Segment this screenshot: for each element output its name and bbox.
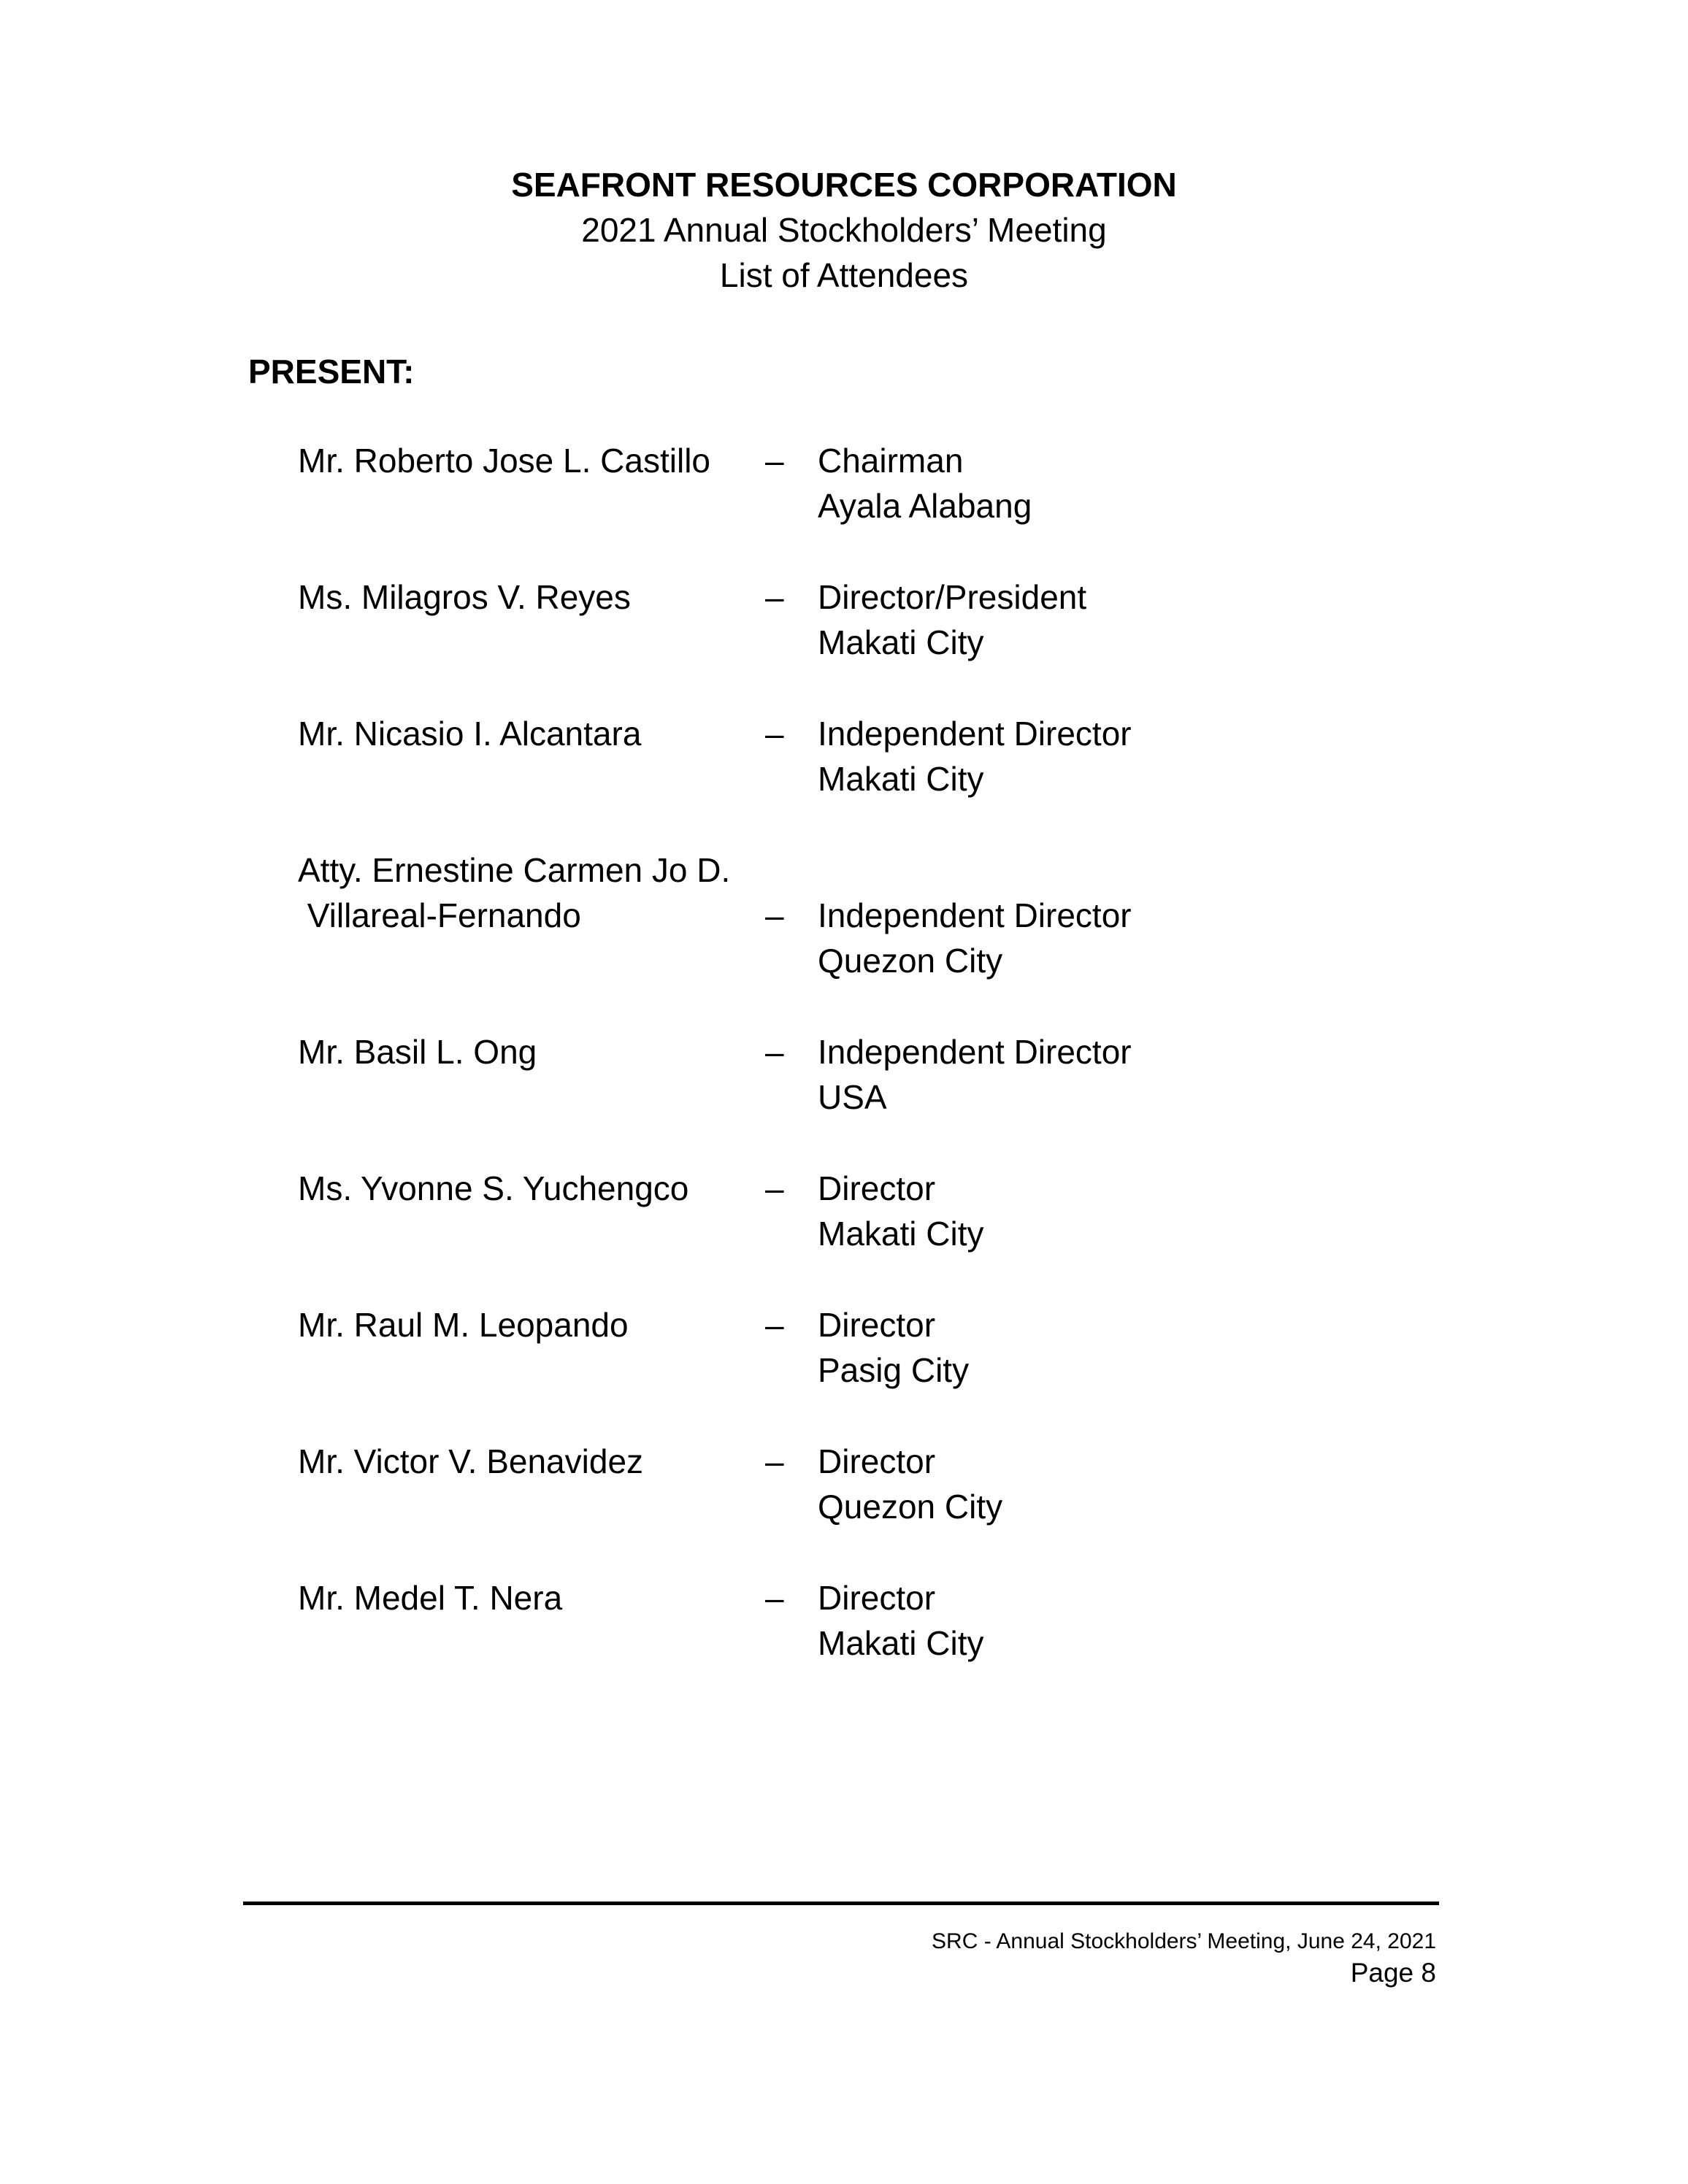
attendee-name: Mr. Medel T. Nera: [298, 1579, 563, 1617]
attendee-location: Quezon City: [818, 1488, 1003, 1526]
separator-dash: –: [765, 578, 784, 616]
attendee-entry: [298, 1029, 1466, 1120]
separator-dash: –: [765, 1579, 784, 1617]
attendee-role: Chairman: [818, 442, 964, 480]
attendee-entry: [298, 1575, 1466, 1666]
footer-divider: [243, 1902, 1439, 1905]
attendee-location: Quezon City: [818, 942, 1003, 980]
separator-dash: –: [765, 715, 784, 753]
separator-dash: –: [765, 1442, 784, 1480]
attendee-role: Director: [818, 1579, 936, 1617]
list-title: List of Attendees: [719, 256, 969, 294]
attendee-entry: [298, 574, 1466, 665]
attendee-name: Mr. Nicasio I. Alcantara: [298, 715, 642, 753]
attendee-role: Independent Director: [818, 1033, 1132, 1071]
attendee-entry: [298, 438, 1466, 528]
attendee-location: Pasig City: [818, 1351, 970, 1389]
separator-dash: –: [765, 896, 784, 934]
attendee-name: Ms. Milagros V. Reyes: [298, 578, 631, 616]
page-footer: [932, 1927, 1436, 1990]
attendee-name-line2: Villareal-Fernando: [298, 896, 581, 934]
attendee-name: Mr. Roberto Jose L. Castillo: [298, 442, 711, 480]
attendee-role: Independent Director: [818, 896, 1132, 934]
separator-dash: –: [765, 1306, 784, 1344]
attendee-name: Mr. Victor V. Benavidez: [298, 1442, 644, 1480]
attendee-list: [298, 438, 1466, 1712]
present-heading: PRESENT:: [248, 353, 415, 391]
attendee-location: Makati City: [818, 1215, 984, 1253]
attendee-location: Makati City: [818, 1624, 984, 1662]
attendee-role: Director: [818, 1442, 936, 1480]
attendee-entry: [298, 711, 1466, 801]
page-number: Page 8: [1350, 1958, 1436, 1988]
attendee-entry: [298, 1166, 1466, 1256]
meeting-title: 2021 Annual Stockholders’ Meeting: [581, 211, 1107, 249]
document-title-block: [0, 162, 1688, 298]
attendee-entry: [298, 1439, 1466, 1529]
attendee-entry: [298, 847, 1466, 983]
attendee-location: Ayala Alabang: [818, 487, 1032, 525]
attendee-role: Director: [818, 1169, 936, 1207]
attendee-name: [298, 847, 765, 938]
attendee-location: Makati City: [818, 623, 984, 661]
attendee-name-line1: Atty. Ernestine Carmen Jo D.: [298, 851, 731, 889]
footer-meeting-reference: SRC - Annual Stockholders’ Meeting, June 24, 2021: [932, 1929, 1436, 1953]
attendee-name: Mr. Raul M. Leopando: [298, 1306, 629, 1344]
attendee-name: Ms. Yvonne S. Yuchengco: [298, 1169, 689, 1207]
separator-dash: –: [765, 1169, 784, 1207]
attendee-role: Director/President: [818, 578, 1087, 616]
attendee-name: Mr. Basil L. Ong: [298, 1033, 537, 1071]
attendee-location: Makati City: [818, 760, 984, 798]
attendee-location: USA: [818, 1078, 887, 1116]
attendee-role: Independent Director: [818, 715, 1132, 753]
separator-dash: –: [765, 1033, 784, 1071]
attendee-role: Director: [818, 1306, 936, 1344]
attendee-entry: [298, 1302, 1466, 1393]
separator-dash: –: [765, 442, 784, 480]
company-name: SEAFRONT RESOURCES CORPORATION: [511, 166, 1177, 204]
